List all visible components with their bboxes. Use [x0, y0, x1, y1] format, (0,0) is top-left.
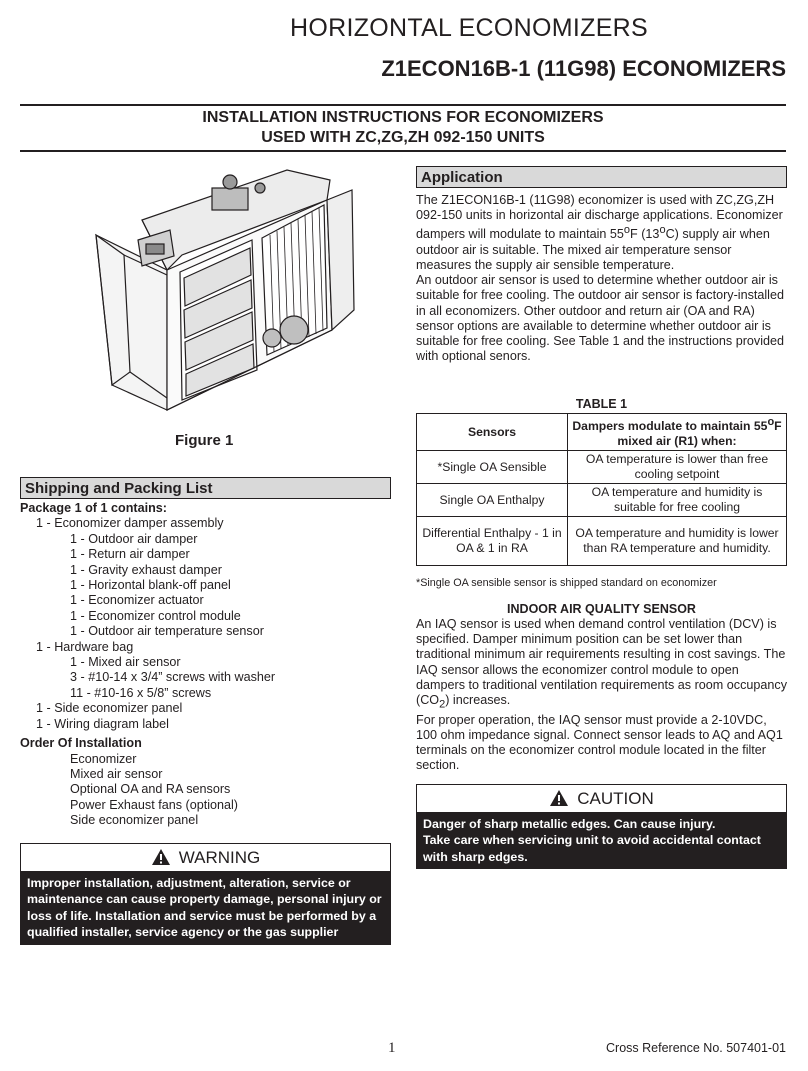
- document-subtitle: [20, 108, 786, 148]
- figure-caption: Figure 1: [175, 432, 234, 449]
- caution-header: [417, 785, 786, 813]
- iaq-paragraph-2: For proper operation, the IAQ sensor must provide a 2-10VDC, 100 ohm impedance signal. Connect sensor leads to AQ and AQ1 terminals on the economizer control module located in the filter section.: [416, 712, 783, 773]
- list-item: 1 - Outdoor air temperature sensor: [70, 624, 264, 639]
- order-item: Power Exhaust fans (optional): [70, 797, 239, 812]
- application-heading: Application: [416, 166, 787, 188]
- list-item: 3 - #10-14 x 3/4” screws with washer: [70, 670, 276, 685]
- table-row: [417, 517, 787, 566]
- table-cell-condition: OA temperature is lower than free cooling setpoint: [568, 451, 787, 484]
- warning-box: [20, 843, 391, 945]
- package-label: Package 1 of 1 contains:: [20, 501, 167, 515]
- warning-title: WARNING: [178, 848, 261, 867]
- list-item: 1 - Economizer actuator: [70, 593, 204, 608]
- list-item: 1 - Side economizer panel: [36, 701, 183, 716]
- order-item: Optional OA and RA sensors: [70, 782, 231, 797]
- warning-header: [21, 844, 390, 872]
- list-item: 1 - Mixed air sensor: [70, 655, 181, 670]
- warning-triangle-icon: [151, 848, 171, 866]
- order-label: Order Of Installation: [20, 736, 142, 751]
- page-number: 1: [388, 1040, 396, 1056]
- subtitle-divider: [20, 150, 786, 152]
- subtitle-line-2: USED WITH ZC,ZG,ZH 092-150 UNITS: [261, 129, 545, 146]
- list-item: 1 - Outdoor air damper: [70, 531, 198, 546]
- application-paragraph-1: The Z1ECON16B-1 (11G98) economizer is used with ZC,ZG,ZH 092-150 units in horizontal air discharge applications. Economizer dampers will modulate to maintain 55$^o$F (13$^o$C) supply air when outdoor air is suitable. The mixed air temperature sensor measures the supply air sensible temperature.: [416, 193, 783, 272]
- table-cell-condition: OA temperature and humidity is suitable for free cooling: [568, 484, 787, 517]
- caution-title: CAUTION: [577, 789, 654, 808]
- application-paragraph-2: An outdoor air sensor is used to determine whether outdoor air is suitable for free cooling. The outdoor air sensor is factory-installed in all economizers. Other outdoor and return air (OA and RA) sensor options are available to determine whether outdoor air is suitable for free cooling. See Table 1 and the instructions provided with optional senors.: [416, 273, 785, 364]
- table-row: [417, 451, 787, 484]
- sensor-table: [416, 413, 787, 566]
- document-category: HORIZONTAL ECONOMIZERS: [290, 14, 649, 42]
- table-cell-sensor: *Single OA Sensible: [417, 451, 568, 484]
- order-item: Mixed air sensor: [70, 766, 163, 781]
- iaq-paragraph-1: An IAQ sensor is used when demand control ventilation (DCV) is specified. Damper minimum position can be set lower than traditional minimum air requirements resulting in cost savings. The IAQ sensor allows the economizer control module to open dampers to traditional ventilation requirements as room occupancy $(CO_2)$ increases.: [416, 617, 788, 711]
- order-item: Side economizer panel: [70, 813, 199, 828]
- table-caption: TABLE 1: [575, 397, 628, 411]
- document-title: Z1ECON16B-1 (11G98) ECONOMIZERS: [381, 56, 786, 81]
- caution-line-2: Take care when servicing unit to avoid accidental contact with sharp edges.: [423, 833, 761, 864]
- list-item: 11 - #10-16 x 5/8” screws: [70, 685, 212, 700]
- shipping-list: [20, 501, 391, 829]
- economizer-figure: [62, 160, 362, 425]
- table-header-sensors: Sensors: [417, 414, 568, 451]
- list-item: 1 - Hardware bag: [36, 639, 134, 654]
- header-divider: [20, 104, 786, 106]
- table-cell-condition: OA temperature and humidity is lower than RA temperature and humidity.: [568, 517, 787, 566]
- table-cell-sensor: Differential Enthalpy - 1 in OA & 1 in RA: [417, 517, 568, 566]
- list-item: 1 - Return air damper: [70, 547, 190, 562]
- subtitle-line-1: INSTALLATION INSTRUCTIONS FOR ECONOMIZERS: [202, 109, 604, 126]
- cross-reference: Cross Reference No. 507401-01: [606, 1041, 786, 1055]
- caution-line-1: Danger of sharp metallic edges. Can cause injury.: [423, 817, 716, 831]
- iaq-heading: INDOOR AIR QUALITY SENSOR: [507, 602, 696, 616]
- list-item: 1 - Economizer damper assembly: [36, 516, 224, 531]
- warning-text: Improper installation, adjustment, alteration, service or maintenance can cause property damage, personal injury or loss of life. Installation and service must be performed by a qualified installer, service agency or the gas supplier: [21, 872, 390, 944]
- table-row: [417, 484, 787, 517]
- list-item: 1 - Economizer control module: [70, 608, 241, 623]
- caution-triangle-icon: [549, 789, 569, 807]
- order-item: Economizer: [70, 751, 137, 766]
- list-item: 1 - Gravity exhaust damper: [70, 562, 222, 577]
- caution-text: [417, 813, 786, 868]
- economizer-illustration: [62, 160, 362, 425]
- table-footnote: *Single OA sensible sensor is shipped standard on economizer: [416, 577, 717, 589]
- table-header-dampers: Dampers modulate to maintain 55$^o$F mixed air (R1) when:: [568, 414, 787, 451]
- table-cell-sensor: Single OA Enthalpy: [417, 484, 568, 517]
- application-body: [416, 193, 787, 364]
- iaq-body: [416, 617, 787, 774]
- shipping-heading: Shipping and Packing List: [20, 477, 391, 499]
- list-item: 1 - Horizontal blank-off panel: [70, 578, 231, 593]
- caution-box: [416, 784, 787, 869]
- list-item: 1 - Wiring diagram label: [36, 716, 169, 731]
